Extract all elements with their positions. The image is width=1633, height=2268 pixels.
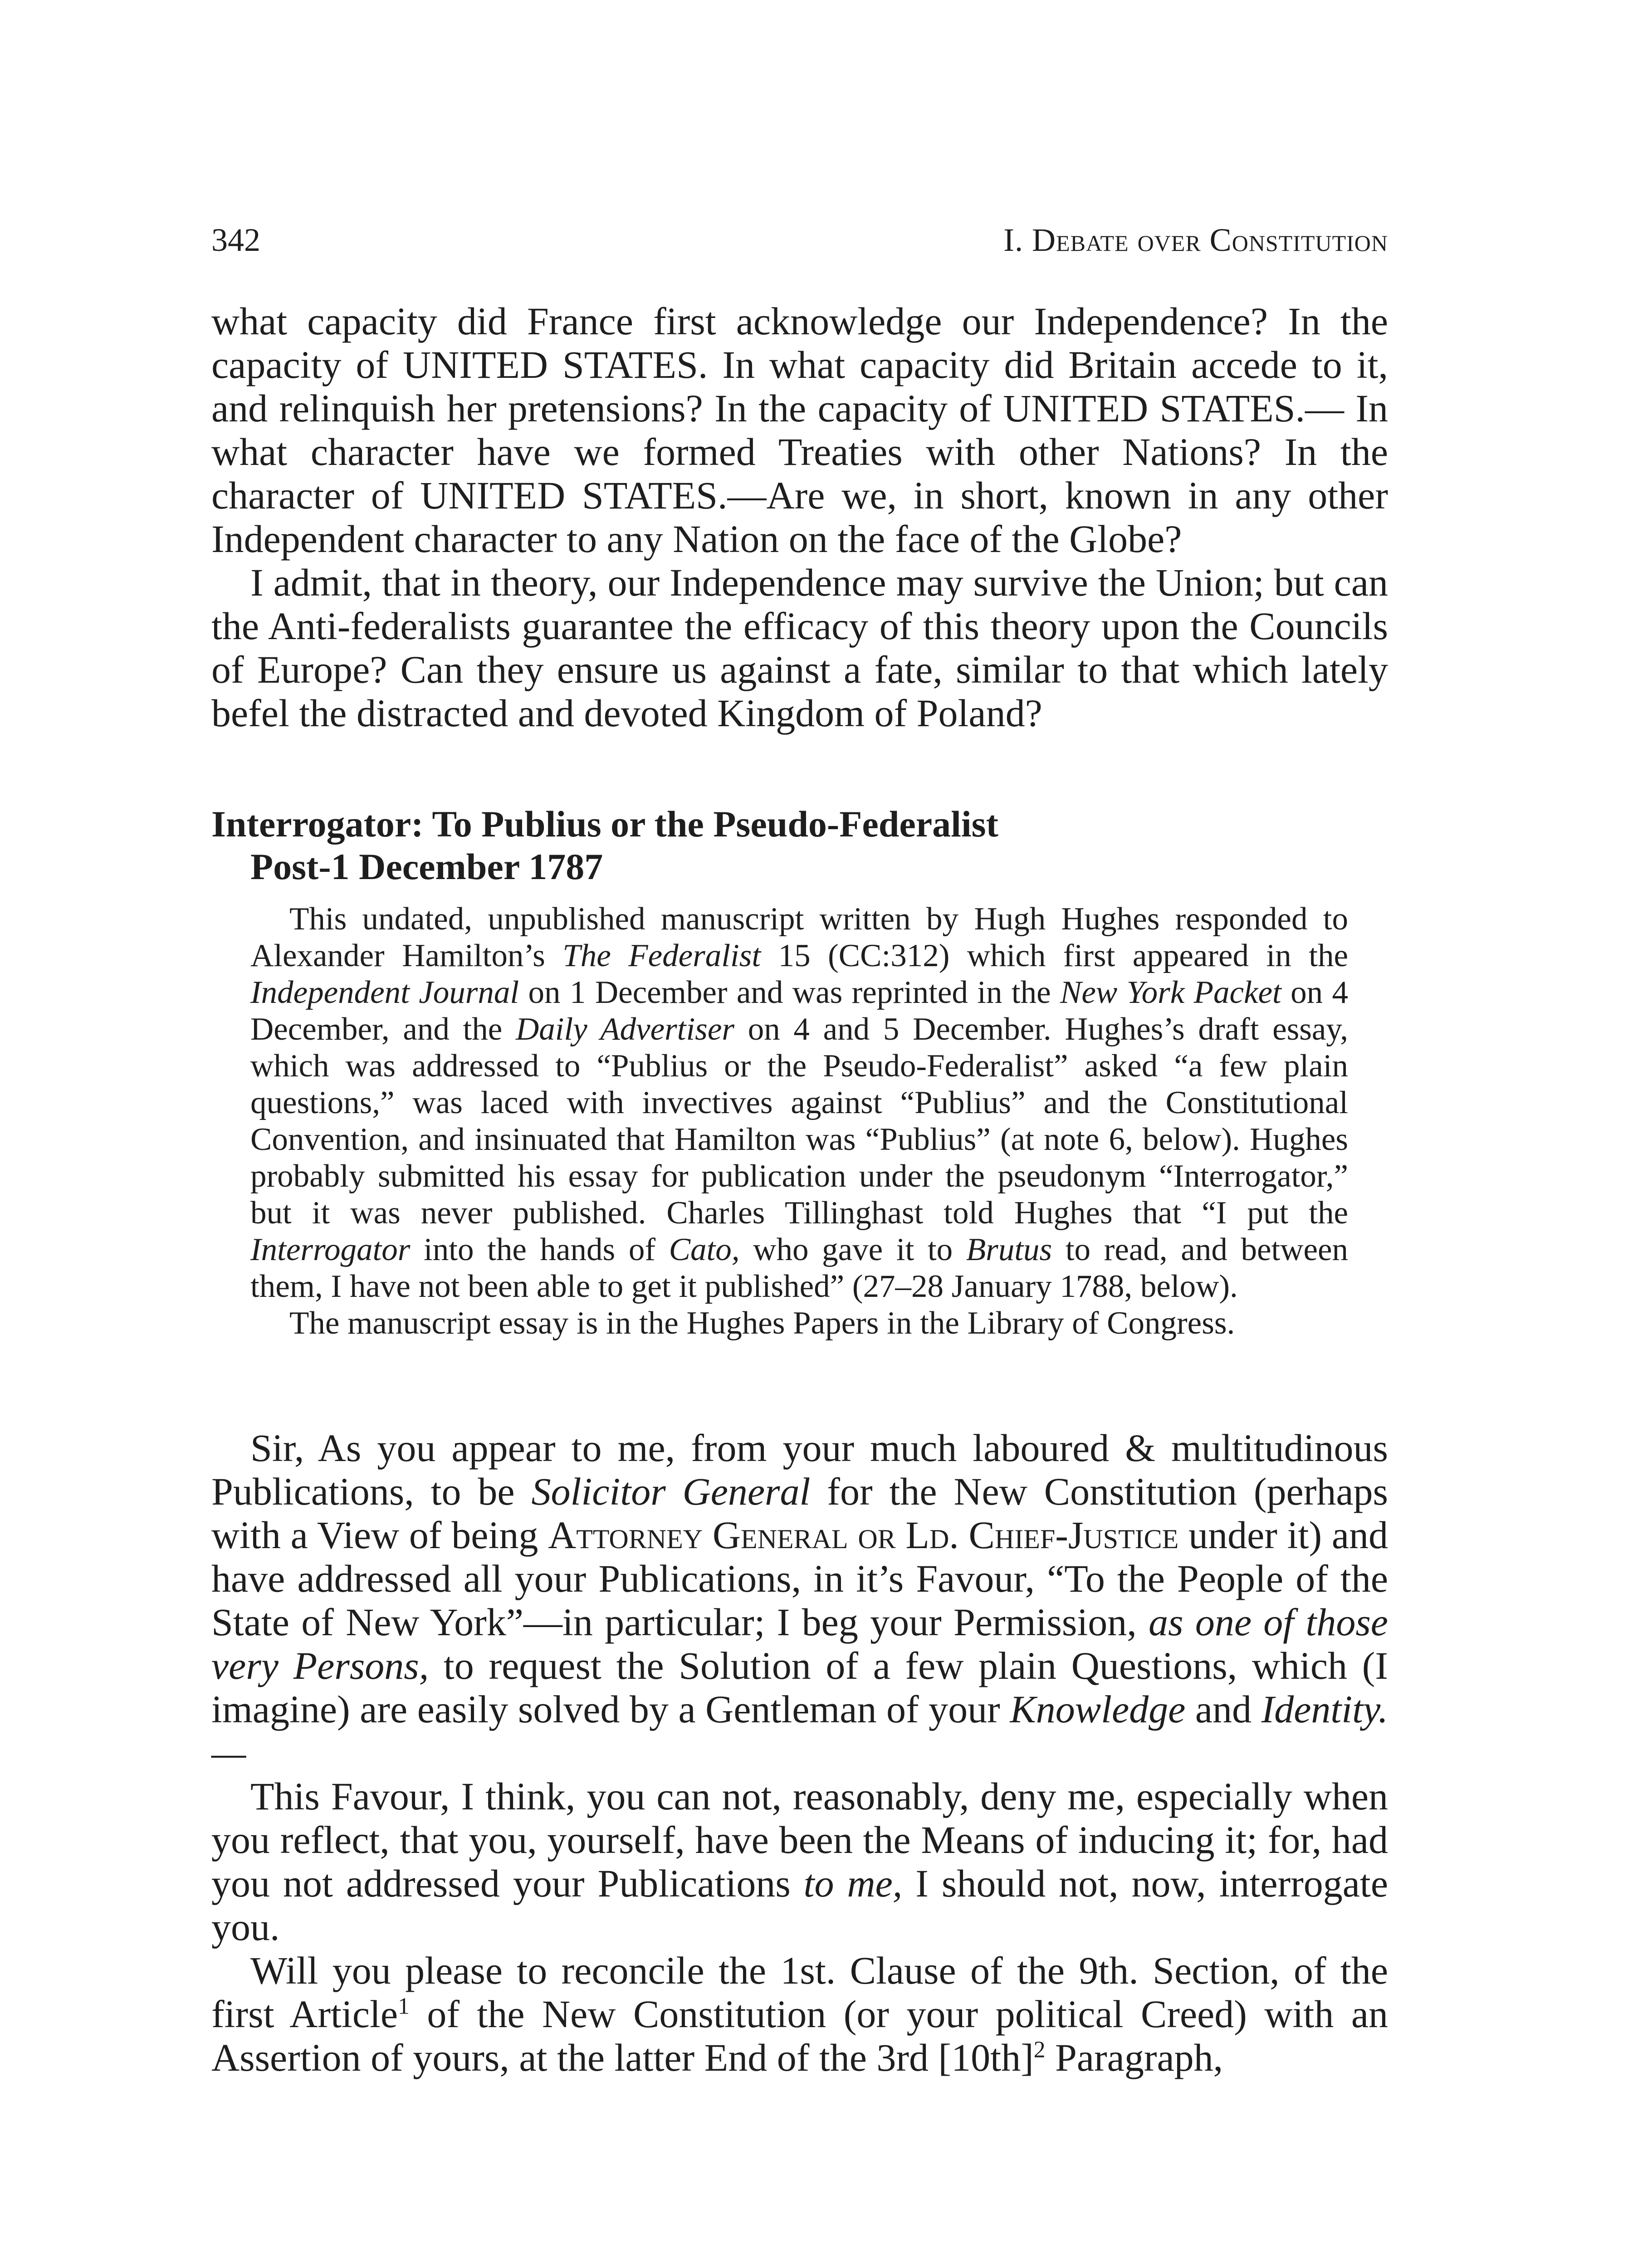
headnote-source-note: The manuscript essay is in the Hughes Papers in the Library of Congress. xyxy=(289,1305,1235,1341)
continued-paragraph-2: I admit, that in theory, our Independence may survive the Union; but can the Anti-federalists guarantee the efficacy of this theory upon the Councils of Europe? Can they ensure us against a fate, similar to that which lately befel the distracted and devoted Kingdom of Poland? xyxy=(211,561,1388,735)
footnote-ref-1[interactable]: 1 xyxy=(398,1993,410,2019)
editorial-headnote xyxy=(250,901,1348,1342)
document-heading xyxy=(211,803,1388,888)
running-head xyxy=(211,221,1388,262)
letter-paragraph-3: Will you please to reconcile the 1st. Clause of the 9th. Section, of the first Article$^1$ of the New Constitution (or your political Creed) with an Assertion of yours, at the latter End of the 3rd $[10th]^2$ Paragraph, xyxy=(211,1949,1388,2079)
headnote-paragraph: This undated, unpublished manuscript written by Hugh Hughes responded to Alexander Hamilton’s The Federalist 15 (CC:312) which first appeared in the Independent Journal on 1 December and was reprinted in the New York Packet on 4 December, and the Daily Advertiser on 4 and 5 December. Hughes’s draft essay, which was addressed to “Publius or the Pseudo-Federalist” asked “a few plain questions,” was laced with invectives against “Publius” and the Constitutional Convention, and insinuated that Hamilton was “Publius” (at note 6, below). Hughes probably submitted his essay for publication under the pseudonym “Interrogator,” but it was never published. Charles Tillinghast told Hughes that “I put the Interrogator into the hands of Cato, who gave it to Brutus to read, and between them, I have not been able to get it published” (27–28 January 1788, below). xyxy=(250,901,1349,1304)
letter-paragraph-2: This Favour, I think, you can not, reasonably, deny me, especially when you reflect, that you, yourself, have been the Means of inducing it; for, had you not addressed your Publications to me, I should not, now, interrogate you. xyxy=(211,1774,1388,1949)
document-date: Post-1 December 1787 xyxy=(250,846,603,887)
letter-text xyxy=(211,1426,1388,2079)
page-number: 342 xyxy=(211,222,260,258)
footnote-ref-2[interactable]: 2 xyxy=(1033,2037,1046,2063)
continued-paragraph: what capacity did France first acknowledge our Independence? In the capacity of UNITED STATES. In what capacity did Britain accede to it, and relinquish her pretensions? In the capacity of UNITED STATES.— In what character have we formed Treaties with other Nations? In the character of UNITED STATES.—Are we, in short, known in any other Independent character to any Nation on the face of the Globe? xyxy=(211,299,1388,561)
letter-paragraph-1: Sir, As you appear to me, from your much laboured & multitudinous Publications, to be Solicitor General for the New Constitution (perhaps with a View of being Attorney General or Ld. Chief-Justice under it) and have addressed all your Publications, in it’s Favour, “To the People of the State of New York”—in particular; I beg your Permission, as one of those very Persons, to request the Solution of a few plain Questions, which (I imagine) are easily solved by a Gentleman of your Knowledge and Identity.— xyxy=(211,1426,1389,1774)
document-title: Interrogator: To Publius or the Pseudo-Federalist xyxy=(211,803,998,845)
continued-text xyxy=(211,299,1388,735)
section-title: I. Debate over Constitution xyxy=(1003,222,1388,258)
